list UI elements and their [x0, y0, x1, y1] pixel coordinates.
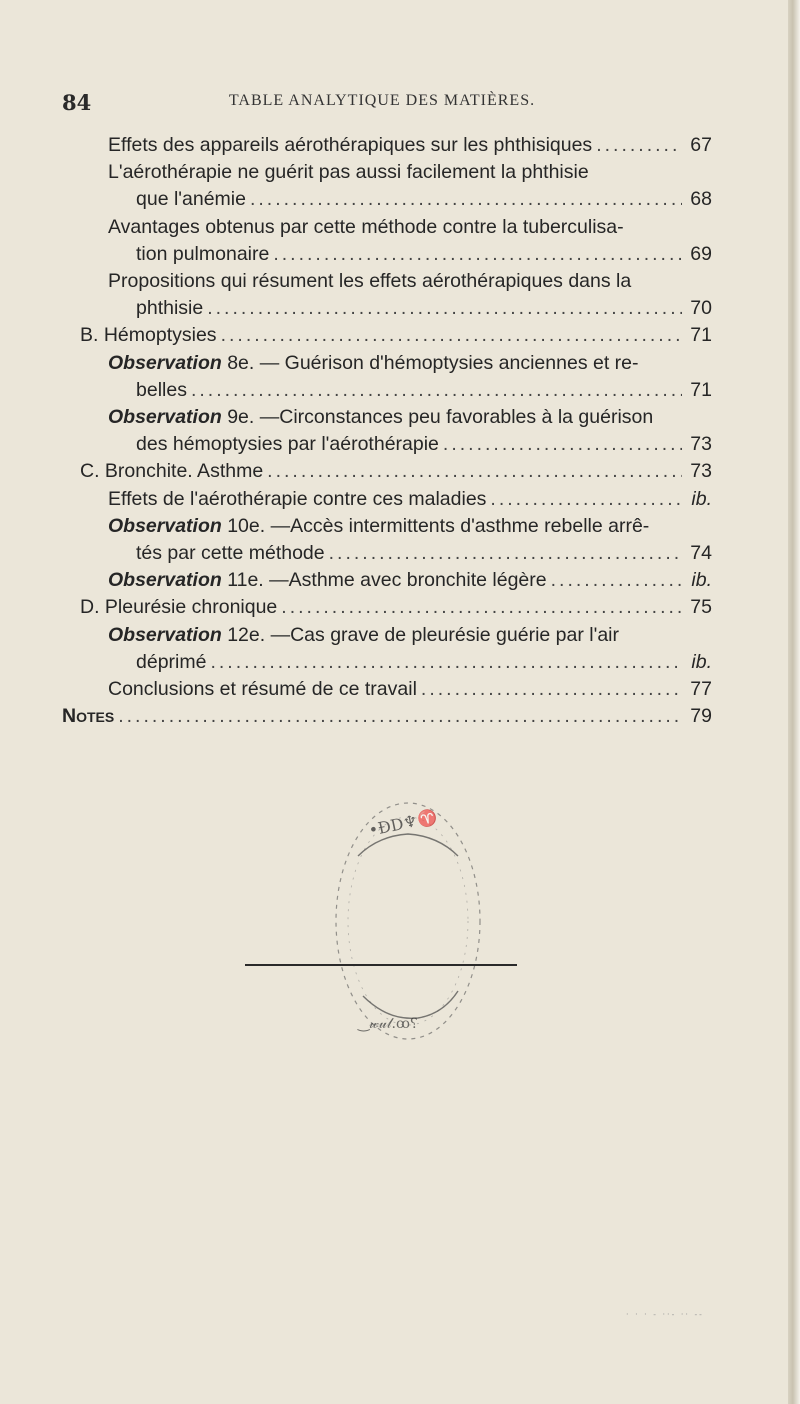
page-ref: ib. [691, 569, 712, 592]
leader-dots [267, 458, 682, 485]
entry-text [80, 322, 217, 349]
page-ref: 71 [690, 324, 712, 347]
library-stamp [318, 796, 498, 1046]
toc-line [108, 186, 712, 213]
entry-text [108, 486, 486, 513]
page-ref: 75 [690, 596, 712, 619]
leader-dots [421, 676, 682, 703]
leader-dots [281, 594, 682, 621]
toc-entry [80, 159, 712, 213]
toc-entry [80, 350, 712, 404]
entry-text [136, 540, 325, 567]
toc-line [108, 540, 712, 567]
toc-line [80, 458, 712, 485]
toc-entry [80, 594, 712, 621]
end-rule [245, 964, 517, 966]
page-ref: 74 [690, 542, 712, 565]
entry-line-text: — Guérison d'hémoptysies anciennes et re- [259, 351, 639, 374]
leader-dots [207, 295, 682, 322]
entry-text [136, 241, 269, 268]
toc-entry [80, 458, 712, 485]
toc-entry [80, 676, 712, 703]
toc-line [108, 241, 712, 268]
toc-line [108, 350, 712, 377]
page-ref: 70 [690, 297, 712, 320]
observation-lead: Observation [108, 406, 222, 429]
toc-line [108, 676, 712, 703]
entry-text [108, 404, 653, 431]
toc-line [108, 513, 712, 540]
observation-number: 10e. [221, 514, 271, 537]
toc-line [108, 159, 712, 186]
ink-smudge: · · · - ··- ·· -- [626, 1310, 704, 1319]
entry-text [108, 513, 649, 540]
entry-line-text: que l'anémie [136, 188, 246, 211]
toc-line [108, 377, 712, 404]
svg-text:•ĐD♆♈: •ĐD♆♈ [366, 806, 439, 840]
page-edge [788, 0, 800, 1404]
toc-line [108, 214, 712, 241]
toc-entry [80, 567, 712, 594]
entry-text [136, 649, 206, 676]
entry-text [136, 295, 203, 322]
entry-line-text: Effets des appareils aérothérapiques sur les phthisiques [108, 134, 593, 156]
entry-line-text: déprimé [136, 650, 207, 673]
entry-text [108, 268, 631, 295]
section-label: C. [80, 460, 105, 483]
toc-line [108, 268, 712, 295]
entry-text [108, 159, 589, 186]
leader-dots [118, 703, 682, 730]
toc-line [108, 622, 712, 649]
entry-line-text: tion pulmonaire [136, 242, 270, 265]
leader-dots [210, 649, 682, 676]
observation-lead: Observation [108, 514, 222, 537]
observation-lead: Observation [108, 623, 222, 646]
entry-text [136, 377, 187, 404]
entry-line-text: tés par cette méthode [136, 542, 325, 565]
entry-line-text: Propositions qui résument les effets aérothérapiques dans la [108, 270, 632, 293]
toc-line [108, 404, 712, 431]
page-ref: 68 [690, 188, 712, 211]
leader-dots [490, 486, 682, 513]
toc-entry [80, 132, 712, 159]
entry-line-text: Conclusions et résumé de ce travail [108, 678, 417, 701]
leader-dots [329, 540, 682, 567]
entry-text [108, 350, 639, 377]
entry-line-text: —Accès intermittents d'asthme rebelle arrê- [270, 514, 650, 537]
toc-entry [80, 513, 712, 567]
entry-text [108, 567, 547, 594]
page-ref: ib. [691, 487, 712, 510]
entry-text [80, 594, 277, 621]
page-ref: 73 [690, 433, 712, 456]
entry-line-text: —Asthme avec bronchite légère [269, 569, 547, 592]
table-of-contents [62, 132, 712, 730]
entry-text [108, 214, 624, 241]
entry-text [136, 186, 246, 213]
notes-label: Notes [62, 705, 115, 728]
entry-line-text: phthisie [136, 297, 204, 320]
toc-entry [80, 322, 712, 349]
page-ref: 77 [690, 678, 712, 701]
toc-line [108, 295, 712, 322]
leader-dots [191, 377, 682, 404]
page-ref: 69 [690, 242, 712, 265]
observation-number: 8e. [221, 351, 260, 374]
page-ref: 67 [690, 134, 712, 156]
entry-line-text: Effets de l'aérothérapie contre ces maladies [108, 487, 487, 510]
toc-line [80, 322, 712, 349]
entry-line-text: Pleurésie chronique [104, 596, 278, 619]
entry-line-text: Avantages obtenus par cette méthode contre la tuberculisa- [108, 215, 624, 238]
entry-text [136, 431, 439, 458]
toc-entry [80, 404, 712, 458]
entry-line-text: —Cas grave de pleurésie guérie par l'air [270, 623, 619, 646]
entry-line-text: Bronchite. Asthme [104, 460, 264, 483]
page-header [62, 88, 702, 118]
entry-text [80, 458, 263, 485]
leader-dots [443, 431, 682, 458]
page-ref: 71 [690, 378, 712, 401]
entry-line-text: belles [136, 378, 187, 401]
section-label: B. [80, 324, 104, 347]
page-number: 84 [62, 90, 92, 115]
observation-lead: Observation [108, 569, 222, 592]
entry-line-text: Hémoptysies [103, 324, 217, 347]
observation-number: 12e. [221, 623, 271, 646]
toc-line [108, 431, 712, 458]
entry-line-text: des hémoptysies par l'aérothérapie [136, 433, 439, 456]
page-ref: 73 [690, 460, 712, 483]
leader-dots [273, 241, 682, 268]
entry-text [108, 622, 619, 649]
toc-entry [80, 622, 712, 676]
page-ref: 79 [690, 705, 712, 728]
svg-text:‿𝓌𝓊𝓁.ꝏ⸮: ‿𝓌𝓊𝓁.ꝏ⸮ [358, 1016, 418, 1032]
toc-line [80, 594, 712, 621]
toc-entry [80, 268, 712, 322]
entry-text [108, 676, 417, 703]
observation-number: 9e. [221, 406, 260, 429]
toc-line [62, 703, 712, 730]
page-ref: ib. [691, 650, 712, 673]
toc-line [108, 649, 712, 676]
leader-dots [596, 132, 682, 159]
running-title: TABLE ANALYTIQUE DES MATIÈRES. [228, 92, 536, 109]
entry-line-text: —Circonstances peu favorables à la guérison [259, 406, 654, 429]
entry-text [108, 132, 592, 159]
toc-line [108, 486, 712, 513]
observation-number: 11e. [221, 569, 270, 592]
toc-line [108, 132, 712, 159]
entry-line-text: L'aérothérapie ne guérit pas aussi facilement la phthisie [108, 161, 589, 184]
leader-dots [221, 322, 682, 349]
toc-line [108, 567, 712, 594]
section-label: D. [80, 596, 105, 619]
toc-entry [80, 486, 712, 513]
notes-entry [62, 703, 712, 730]
observation-lead: Observation [108, 351, 222, 374]
leader-dots [250, 186, 682, 213]
toc-entry [80, 214, 712, 268]
leader-dots [551, 567, 682, 594]
